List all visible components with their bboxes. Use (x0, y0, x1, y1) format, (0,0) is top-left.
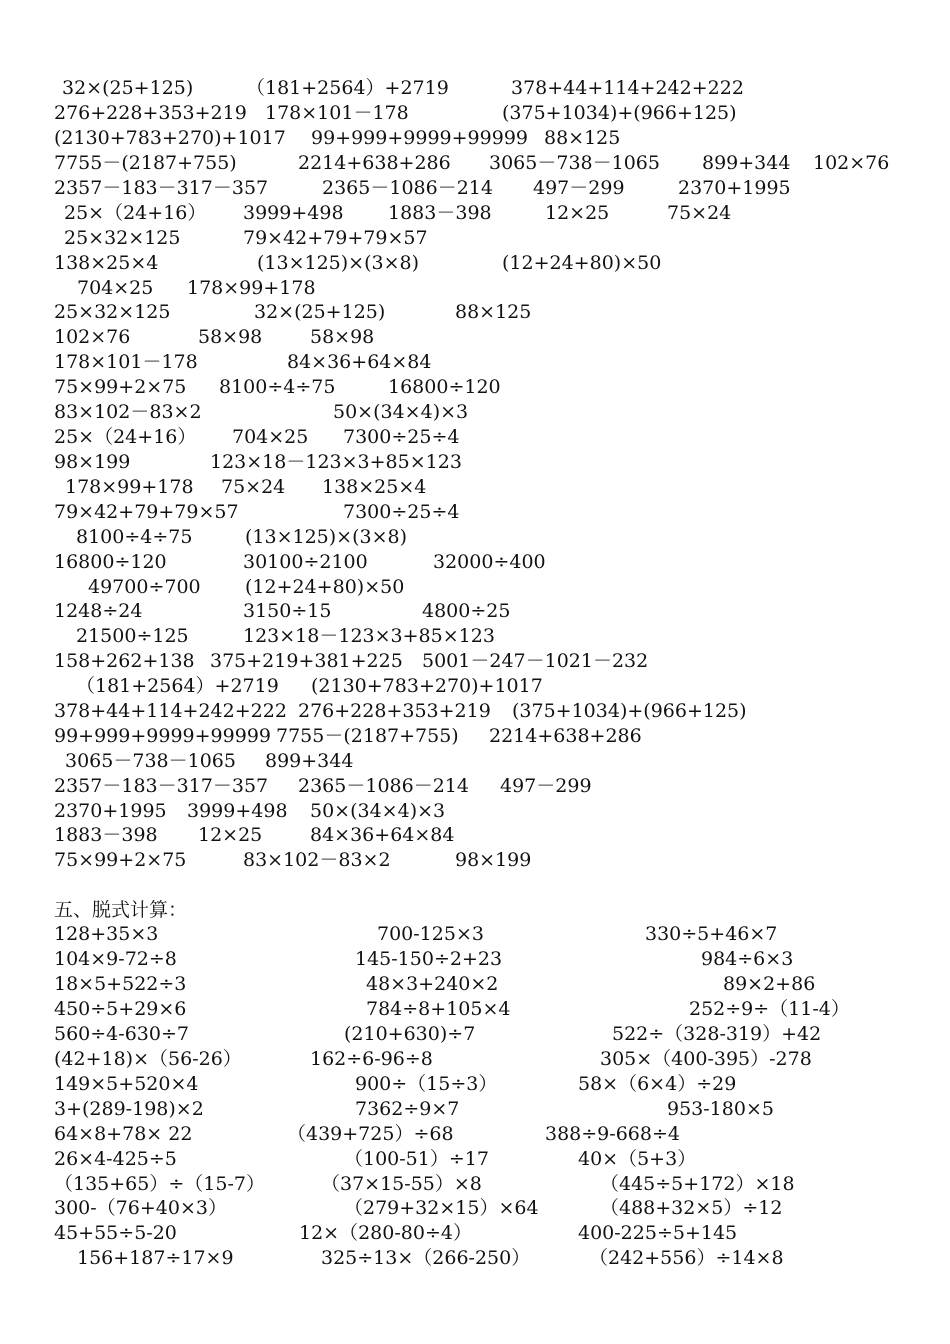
text-line (0, 822, 950, 848)
expression: 252÷9÷（11-4） (689, 998, 850, 1020)
text-line (0, 673, 950, 699)
text-line (0, 921, 950, 947)
expression: 300-（76+40×3） (54, 1197, 227, 1219)
expression: 98×199 (455, 849, 532, 871)
expression: 522÷（328-319）+42 (612, 1023, 822, 1045)
expression: 12×25 (198, 824, 263, 846)
text-line (0, 549, 950, 575)
expression: 2370+1995 (54, 800, 167, 822)
text-line (0, 1146, 950, 1172)
text-line (0, 574, 950, 600)
expression: 2357－183－317－357 (54, 177, 269, 199)
expression: 83×102－83×2 (243, 849, 391, 871)
expression: 58×（6×4）÷29 (578, 1073, 737, 1095)
expression: (375+1034)+(966+125) (512, 700, 747, 722)
expression: 104×9-72÷8 (54, 948, 177, 970)
text-line (0, 946, 950, 972)
expression: 1248÷24 (54, 600, 143, 622)
text-line (0, 996, 950, 1022)
expression: 178×101－178 (54, 351, 198, 373)
expression: 984÷6×3 (701, 948, 794, 970)
expression: 497－299 (500, 775, 592, 797)
expression: 58×98 (198, 326, 263, 348)
expression: 123×18－123×3+85×123 (210, 451, 462, 473)
expression: 953-180×5 (667, 1098, 774, 1120)
expression: 388÷9-668÷4 (545, 1123, 680, 1145)
text-line (0, 1220, 950, 1246)
expression: 25×32×125 (64, 227, 181, 249)
expression: 305×（400-395）-278 (600, 1048, 812, 1070)
expression: （439+725）÷68 (287, 1123, 454, 1145)
expression: 8100÷4÷75 (76, 526, 193, 548)
text-line (0, 200, 950, 226)
expression: 7755－(2187+755) (276, 725, 459, 747)
expression: 2370+1995 (678, 177, 791, 199)
text-line (0, 1171, 950, 1197)
text-line (0, 299, 950, 325)
expression: 7755－(2187+755) (54, 152, 237, 174)
expression: 123×18－123×3+85×123 (243, 625, 495, 647)
expression: 5001－247－1021－232 (422, 650, 649, 672)
expression: 50×(34×4)×3 (310, 800, 446, 822)
expression: 378+44+114+242+222 (511, 77, 744, 99)
expression: 497－299 (533, 177, 625, 199)
expression: 400-225÷5+145 (578, 1222, 738, 1244)
expression: 138×25×4 (322, 476, 427, 498)
text-line (0, 399, 950, 425)
expression: (13×125)×(3×8) (257, 252, 420, 274)
expression: 128+35×3 (54, 923, 159, 945)
expression: 25×（24+16） (54, 426, 197, 448)
text-line (0, 324, 950, 350)
expression: 16800÷120 (54, 551, 167, 573)
expression: 276+228+353+219 (298, 700, 491, 722)
text-line (0, 648, 950, 674)
expression: 12×（280-80÷4） (299, 1222, 472, 1244)
expression: 560÷4-630÷7 (54, 1023, 189, 1045)
text-line (0, 100, 950, 126)
text-line (0, 1195, 950, 1221)
text-line (0, 474, 950, 500)
expression: 378+44+114+242+222 (54, 700, 287, 722)
text-line (0, 1071, 950, 1097)
text-line (0, 773, 950, 799)
expression: 7362÷9×7 (355, 1098, 460, 1120)
expression: 158+262+138 (54, 650, 195, 672)
text-line (0, 1245, 950, 1271)
text-line (0, 1096, 950, 1122)
expression: 784÷8+105×4 (366, 998, 511, 1020)
text-line (0, 175, 950, 201)
expression: 3999+498 (243, 202, 344, 224)
expression: （488+32×5）÷12 (600, 1197, 783, 1219)
expression: 32000÷400 (433, 551, 546, 573)
expression: 899+344 (702, 152, 791, 174)
expression: 75×99+2×75 (54, 849, 187, 871)
section-heading: 五、脱式计算： (54, 899, 188, 921)
expression: （37×15-55）×8 (321, 1173, 482, 1195)
expression: 325÷13×（266-250） (321, 1247, 531, 1269)
expression: (375+1034)+(966+125) (502, 102, 737, 124)
expression: 704×25 (232, 426, 309, 448)
expression: 138×25×4 (54, 252, 159, 274)
expression: 900÷（15÷3） (355, 1073, 498, 1095)
expression: (13×125)×(3×8) (245, 526, 408, 548)
expression: 88×125 (455, 301, 532, 323)
expression: (42+18)×（56-26） (54, 1048, 242, 1070)
text-line (0, 598, 950, 624)
expression: 375+219+381+225 (210, 650, 403, 672)
expression: 64×8+78× 22 (54, 1123, 193, 1145)
text-line (0, 250, 950, 276)
text-line (0, 623, 950, 649)
expression: (12+24+80)×50 (245, 576, 405, 598)
text-line (0, 698, 950, 724)
expression: 1883－398 (54, 824, 158, 846)
text-line (0, 225, 950, 251)
expression: 2214+638+286 (298, 152, 451, 174)
expression: 25×32×125 (54, 301, 171, 323)
expression: （100-51）÷17 (344, 1148, 489, 1170)
expression: 84×36+64×84 (287, 351, 432, 373)
expression: 88×125 (544, 127, 621, 149)
expression: 79×42+79+79×57 (243, 227, 428, 249)
text-line (0, 349, 950, 375)
expression: 18×5+522÷3 (54, 973, 187, 995)
expression: 276+228+353+219 (54, 102, 247, 124)
expression: 75×24 (667, 202, 732, 224)
expression: 2357－183－317－357 (54, 775, 269, 797)
expression: 16800÷120 (388, 376, 501, 398)
expression: （181+2564）+2719 (246, 77, 449, 99)
text-line (0, 1121, 950, 1147)
expression: 26×4-425÷5 (54, 1148, 177, 1170)
expression: 21500÷125 (76, 625, 189, 647)
text-line (0, 723, 950, 749)
text-line (0, 499, 950, 525)
expression: 162÷6-96÷8 (310, 1048, 433, 1070)
expression: 50×(34×4)×3 (333, 401, 469, 423)
expression: （242+556）÷14×8 (589, 1247, 784, 1269)
text-line (0, 1021, 950, 1047)
expression: 83×102－83×2 (54, 401, 202, 423)
text-line (0, 150, 950, 176)
expression: 89×2+86 (723, 973, 816, 995)
expression: 178×99+178 (187, 277, 316, 299)
expression: 98×199 (54, 451, 131, 473)
text-line (0, 847, 950, 873)
expression: 3065－738－1065 (489, 152, 660, 174)
expression: （279+32×15）×64 (344, 1197, 539, 1219)
expression: 75×99+2×75 (54, 376, 187, 398)
text-line (0, 75, 950, 101)
expression: 40×（5+3） (578, 1148, 697, 1170)
expression: 12×25 (545, 202, 610, 224)
expression: 32×(25+125) (254, 301, 386, 323)
text-line (0, 971, 950, 997)
expression: 48×3+240×2 (366, 973, 499, 995)
expression: 2365－1086－214 (298, 775, 469, 797)
expression: 1883－398 (388, 202, 492, 224)
text-line (0, 1046, 950, 1072)
expression: 2365－1086－214 (322, 177, 493, 199)
expression: （181+2564）+2719 (76, 675, 279, 697)
expression: 45+55÷5-20 (54, 1222, 177, 1244)
expression: 145-150÷2+23 (355, 948, 503, 970)
expression: 149×5+520×4 (54, 1073, 199, 1095)
expression: 7300÷25÷4 (343, 426, 460, 448)
expression: 8100÷4÷75 (219, 376, 336, 398)
expression: （445÷5+172）×18 (600, 1173, 795, 1195)
expression: 79×42+79+79×57 (54, 501, 239, 523)
expression: 178×99+178 (65, 476, 194, 498)
text-line (0, 748, 950, 774)
text-line (0, 524, 950, 550)
text-line (0, 424, 950, 450)
expression: 3150÷15 (243, 600, 332, 622)
expression: 75×24 (221, 476, 286, 498)
expression: 2214+638+286 (489, 725, 642, 747)
expression: (12+24+80)×50 (502, 252, 662, 274)
text-line (0, 449, 950, 475)
expression: 899+344 (265, 750, 354, 772)
expression: 3999+498 (187, 800, 288, 822)
expression: 84×36+64×84 (310, 824, 455, 846)
expression: 25×（24+16） (64, 202, 207, 224)
expression: 700-125×3 (377, 923, 484, 945)
expression: 102×76 (54, 326, 131, 348)
expression: 330÷5+46×7 (645, 923, 778, 945)
expression: 102×76 (813, 152, 890, 174)
expression: 3+(289-198)×2 (54, 1098, 204, 1120)
expression: 49700÷700 (88, 576, 201, 598)
expression: 3065－738－1065 (65, 750, 236, 772)
expression: 58×98 (310, 326, 375, 348)
text-line (0, 275, 950, 301)
expression: 30100÷2100 (243, 551, 368, 573)
text-line (0, 374, 950, 400)
expression: 178×101－178 (265, 102, 409, 124)
expression: 99+999+9999+99999 (54, 725, 271, 747)
expression: (2130+783+270)+1017 (54, 127, 286, 149)
expression: 99+999+9999+99999 (311, 127, 528, 149)
expression: (210+630)÷7 (344, 1023, 476, 1045)
expression: 704×25 (77, 277, 154, 299)
expression: 32×(25+125) (62, 77, 194, 99)
expression: 4800÷25 (422, 600, 511, 622)
expression: （135+65）÷（15-7） (54, 1173, 265, 1195)
text-line (0, 125, 950, 151)
text-line (0, 798, 950, 824)
expression: 156+187÷17×9 (77, 1247, 234, 1269)
expression: 450÷5+29×6 (54, 998, 187, 1020)
expression: 7300÷25÷4 (343, 501, 460, 523)
expression: (2130+783+270)+1017 (311, 675, 543, 697)
